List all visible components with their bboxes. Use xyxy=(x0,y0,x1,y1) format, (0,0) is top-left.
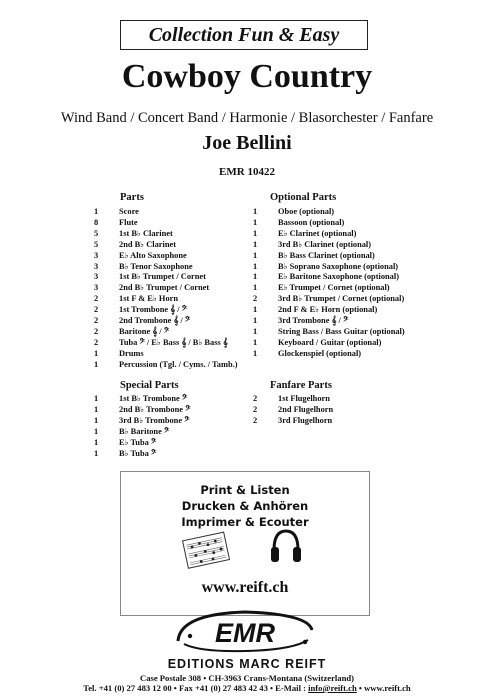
part-quantity: 1 xyxy=(253,326,258,336)
parts-list xyxy=(94,207,238,371)
part-row xyxy=(253,229,405,240)
part-row xyxy=(253,305,405,316)
part-quantity: 2 xyxy=(253,404,258,414)
piece-title: Cowboy Country xyxy=(121,58,373,95)
part-name: Baritone 𝄞 / 𝄢 xyxy=(119,326,170,336)
part-quantity: 2 xyxy=(94,294,99,304)
part-quantity: 1 xyxy=(253,283,258,293)
part-row xyxy=(253,272,405,283)
part-name: 3rd B♭ Clarinet (optional) xyxy=(278,239,372,249)
part-row xyxy=(94,251,238,262)
part-name: 1st Flugelhorn xyxy=(278,394,330,403)
part-row xyxy=(253,349,405,360)
part-row xyxy=(253,251,405,262)
part-row xyxy=(253,316,405,327)
part-row xyxy=(94,218,238,229)
part-row xyxy=(94,207,238,218)
part-name: 2nd F & E♭ Horn (optional) xyxy=(278,305,378,315)
part-name: 2nd B♭ Clarinet xyxy=(119,239,176,249)
part-name: 1st B♭ Trombone 𝄢 xyxy=(119,394,188,403)
part-quantity: 1 xyxy=(253,250,258,260)
part-name: B♭ Tuba 𝄢 xyxy=(119,448,157,458)
part-row xyxy=(94,229,238,240)
part-row xyxy=(253,207,405,218)
part-name: 1st B♭ Clarinet xyxy=(119,228,173,238)
part-row xyxy=(253,240,405,251)
part-name: E♭ Trumpet / Cornet (optional) xyxy=(278,283,390,293)
part-quantity: 5 xyxy=(94,239,99,249)
part-name: Bassoon (optional) xyxy=(278,217,345,227)
part-row xyxy=(94,416,190,427)
part-name: 1st B♭ Trumpet / Cornet xyxy=(119,272,206,282)
promo-line-imprimer: Imprimer & Ecouter xyxy=(181,515,309,529)
part-name: E♭ Alto Saxophone xyxy=(119,250,187,260)
part-row xyxy=(94,349,238,360)
part-name: B♭ Soprano Saxophone (optional) xyxy=(278,261,399,271)
part-row xyxy=(253,327,405,338)
series-title: Collection Fun & Easy xyxy=(148,23,340,46)
part-name: 3rd B♭ Trombone 𝄢 xyxy=(119,415,190,425)
emr-logo-text: EMR xyxy=(215,618,275,648)
part-row xyxy=(94,405,190,416)
part-name: Drums xyxy=(119,348,144,358)
part-row xyxy=(253,218,405,229)
part-quantity: 1 xyxy=(253,261,258,271)
publisher-name: EDITIONS MARC REIFT xyxy=(167,657,327,671)
publisher-address: Case Postale 308 • CH-3963 Crans-Montana (Switzerland) xyxy=(139,673,354,683)
part-quantity: 1 xyxy=(94,426,99,436)
ensemble-subtitle: Wind Band / Concert Band / Harmonie / Blasorchester / Fanfare xyxy=(60,110,434,126)
part-quantity: 1 xyxy=(94,448,99,458)
part-quantity: 1 xyxy=(94,404,99,414)
part-quantity: 1 xyxy=(253,217,258,227)
part-quantity: 8 xyxy=(94,217,99,227)
part-name: Percussion (Tgl. / Cyms. / Tamb.) xyxy=(119,359,238,369)
part-quantity: 1 xyxy=(253,207,258,216)
part-name: 2nd B♭ Trombone 𝄢 xyxy=(119,404,191,414)
fanfare-parts-list xyxy=(253,394,333,427)
part-name: Keyboard / Guitar (optional) xyxy=(278,337,382,347)
fanfare-parts-heading: Fanfare Parts xyxy=(270,380,332,391)
part-row xyxy=(253,283,405,294)
part-name: 1st F & E♭ Horn xyxy=(119,294,179,304)
headphones-icon xyxy=(269,526,303,566)
part-quantity: 1 xyxy=(94,348,99,358)
series-box xyxy=(120,20,368,50)
emr-logo-icon xyxy=(170,606,320,656)
part-row xyxy=(253,394,333,405)
part-quantity: 2 xyxy=(253,294,258,304)
part-name: B♭ Tenor Saxophone xyxy=(119,261,193,271)
part-name: E♭ Tuba 𝄢 xyxy=(119,437,157,447)
part-row xyxy=(94,283,238,294)
part-quantity: 1 xyxy=(94,207,99,216)
promo-line-drucken: Drucken & Anhören xyxy=(181,499,309,513)
contact-email-link[interactable]: info@reift.ch xyxy=(308,683,357,693)
part-quantity: 2 xyxy=(253,394,258,403)
part-quantity: 1 xyxy=(253,337,258,347)
parts-heading: Parts xyxy=(120,192,144,203)
part-name: 1st Trombone 𝄞 / 𝄢 xyxy=(119,305,188,315)
part-name: Flute xyxy=(119,217,138,227)
contact-phone-fax: Tel. +41 (0) 27 483 12 00 • Fax +41 (0) 27 483 42 43 • E-Mail : xyxy=(83,683,309,693)
part-quantity: 1 xyxy=(253,239,258,249)
optional-parts-list xyxy=(253,207,405,360)
part-quantity: 1 xyxy=(94,437,99,447)
part-row xyxy=(94,294,238,305)
part-row xyxy=(94,240,238,251)
promo-box xyxy=(120,471,370,616)
part-quantity: 1 xyxy=(94,415,99,425)
part-quantity: 2 xyxy=(94,326,99,336)
part-name: String Bass / Bass Guitar (optional) xyxy=(278,326,405,336)
part-name: 2nd Flugelhorn xyxy=(278,404,334,414)
part-quantity: 5 xyxy=(94,228,99,238)
part-name: 2nd Trombone 𝄞 / 𝄢 xyxy=(119,316,191,326)
part-row xyxy=(253,405,333,416)
part-name: E♭ Clarinet (optional) xyxy=(278,228,357,238)
part-quantity: 1 xyxy=(94,359,99,369)
part-row xyxy=(94,394,190,405)
composer-name: Joe Bellini xyxy=(202,132,292,154)
promo-text xyxy=(121,482,369,530)
part-quantity: 2 xyxy=(253,415,258,425)
part-quantity: 1 xyxy=(253,305,258,315)
part-row xyxy=(253,294,405,305)
part-row xyxy=(94,272,238,283)
contact-website: • www.reift.ch xyxy=(356,683,411,693)
special-parts-list xyxy=(94,394,190,459)
part-name: 3rd Flugelhorn xyxy=(278,415,333,425)
part-name: Tuba 𝄢 / E♭ Bass 𝄞 / B♭ Bass 𝄞 xyxy=(119,337,228,347)
part-name: E♭ Baritone Saxophone (optional) xyxy=(278,272,399,282)
part-quantity: 1 xyxy=(253,272,258,282)
sheet-music-icon xyxy=(179,530,235,570)
part-name: Oboe (optional) xyxy=(278,207,335,216)
promo-url: www.reift.ch xyxy=(201,579,289,596)
part-name: B♭ Baritone 𝄢 xyxy=(119,426,170,436)
part-row xyxy=(253,262,405,273)
part-quantity: 1 xyxy=(253,316,258,326)
part-quantity: 3 xyxy=(94,272,99,282)
part-row xyxy=(94,338,238,349)
promo-line-print: Print & Listen xyxy=(200,483,290,497)
part-quantity: 2 xyxy=(94,305,99,315)
part-quantity: 1 xyxy=(253,228,258,238)
part-row xyxy=(94,438,190,449)
part-row xyxy=(94,449,190,460)
publisher-contact xyxy=(0,683,494,693)
part-row xyxy=(94,360,238,371)
part-quantity: 2 xyxy=(94,316,99,326)
part-quantity: 3 xyxy=(94,261,99,271)
part-name: 3rd B♭ Trumpet / Cornet (optional) xyxy=(278,294,405,304)
part-name: Glockenspiel (optional) xyxy=(278,348,362,358)
part-row xyxy=(94,262,238,273)
part-quantity: 3 xyxy=(94,250,99,260)
part-name: Score xyxy=(119,207,139,216)
part-row xyxy=(94,316,238,327)
part-row xyxy=(253,416,333,427)
part-row xyxy=(94,327,238,338)
part-quantity: 2 xyxy=(94,337,99,347)
catalog-code: EMR 10422 xyxy=(219,166,275,178)
part-row xyxy=(94,427,190,438)
part-row xyxy=(253,338,405,349)
part-row xyxy=(94,305,238,316)
part-quantity: 1 xyxy=(94,394,99,403)
special-parts-heading: Special Parts xyxy=(120,380,179,391)
part-quantity: 1 xyxy=(253,348,258,358)
part-name: 2nd B♭ Trumpet / Cornet xyxy=(119,283,210,293)
part-name: B♭ Bass Clarinet (optional) xyxy=(278,250,375,260)
optional-parts-heading: Optional Parts xyxy=(270,192,337,203)
part-quantity: 3 xyxy=(94,283,99,293)
part-name: 3rd Trombone 𝄞 / 𝄢 xyxy=(278,316,349,326)
